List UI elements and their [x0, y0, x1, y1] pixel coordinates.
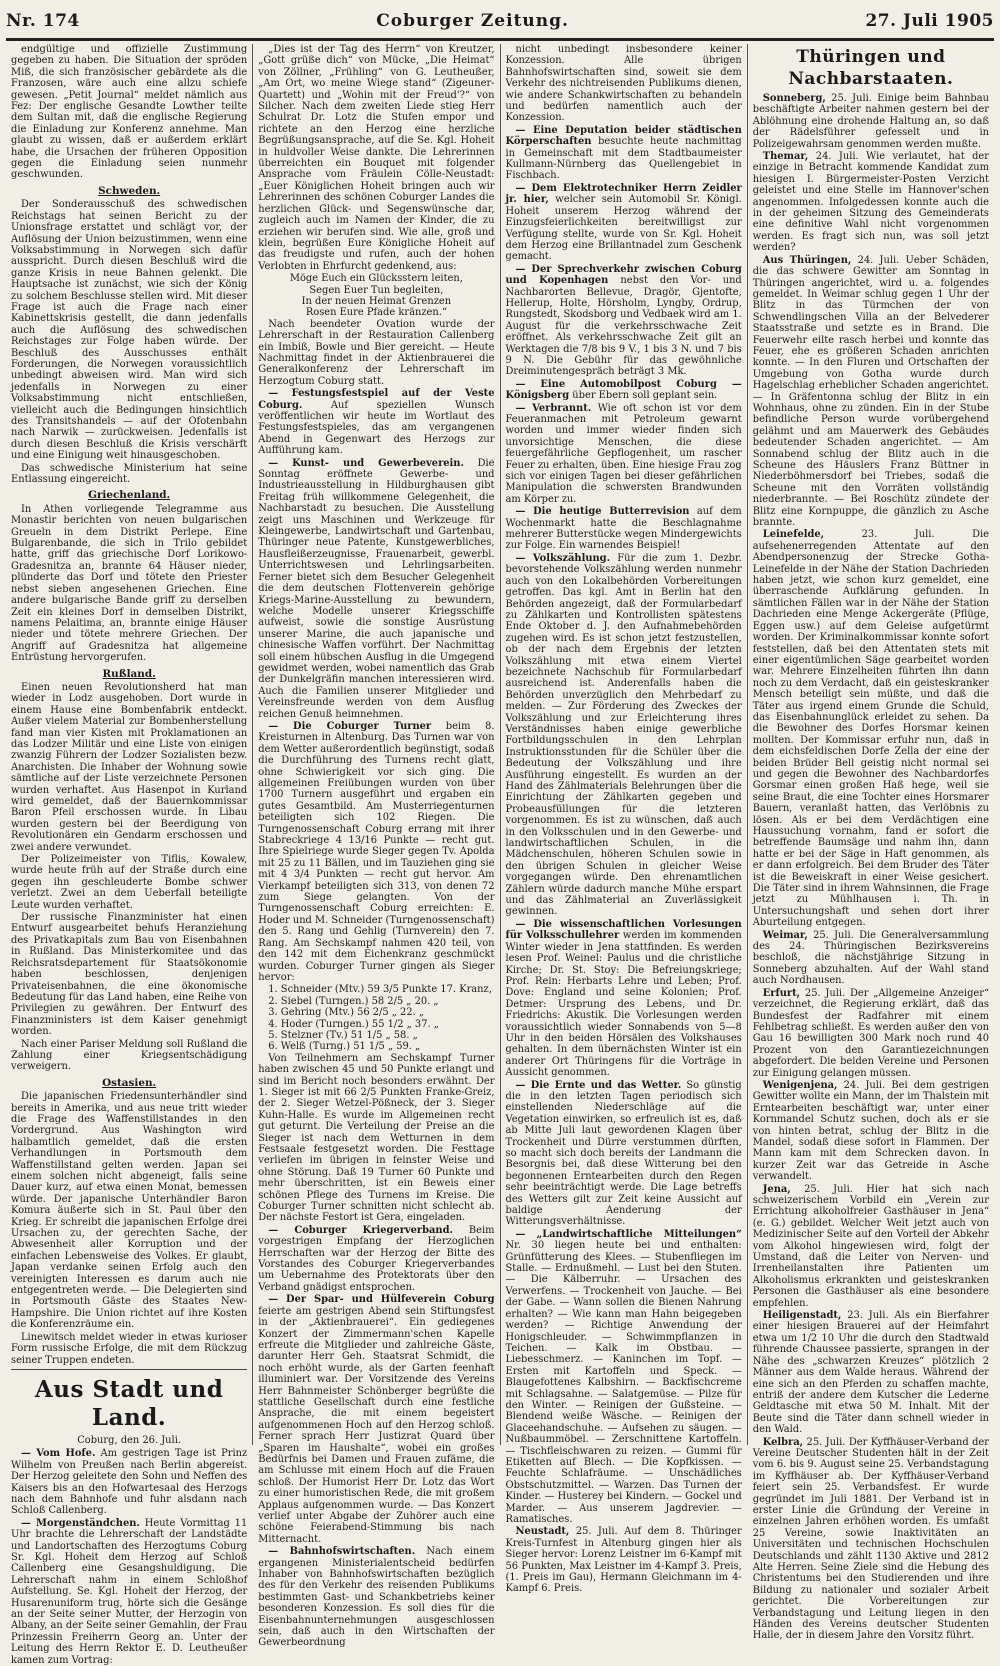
item-heading: — Der Spar- und Hülfeverein Coburg	[268, 1294, 495, 1306]
item-text: 24. Juli. Bei dem gestrigen Gewitter wollte ein Mann, der im Thalstein mit Erntearbeiten beschäftigt war, unter einer Kornmandel Schutz suchen, doch als er sie von hinten betrat, schlug der Blitz in die Mandel, sodaß diese sofort in Flammen. Der Mann kam mit dem Schrecken davon. In kurzer Zeit war das Getreide in Asche verwandelt.	[752, 1079, 989, 1183]
item-text: Wie oft schon ist vor dem Feueranmachen mit Petroleum gewarnt worden und immer wieder finden sich unvorsichtige Menschen, die diese feuergefährliche Gepflogenheit, um rascher Feuer zu erhalten, üben. Eine hiesige Frau zog sich vor einigen Tagen bei dieser gefährlichen Manipulation die schwersten Brandwunden am Körper zu.	[505, 402, 742, 505]
item-heading: — Kunst- und Gewerbeverein.	[268, 457, 464, 469]
item-heading: — Dem Elektrotechniker Herrn Zeidler jr. hier,	[505, 182, 742, 206]
item-text: Beim vorgestrigen Empfang der Herzoglichen Herrschaften war der Herzog der Bitte des Vorstandes des Coburger Kriegerverbandes um Uebernahme des Protektorats über den Verband gnädigst entsprochen.	[258, 1224, 495, 1293]
divider	[11, 1369, 247, 1370]
item-text: 25. Juli. Hier hat sich nach schweizerischem Vorbild ein „Verein zur Errichtung alkoholfreier Gasthäuser in Jena“ (e. G.) gebildet. Welcher Weit jetzt auch von Medizinischer Seite auf den Vorteil der Abkehr vom Alkohol hingewiesen wird, folgt der Umstand, daß die Leiter von Nerven- und Irrenheilanstalten ihre Patienten um Alkoholismus erkrankten und geisteskranken Personen die Gasthäuser als eine besondere empfehlen.	[752, 1183, 990, 1309]
item-text: 23. Juli. Die aufsehenerregenden Attentate auf den Abendpersonenzug der Strecke Gotha-Leinefelde in der Nähe der Station Dachrieden haben jetzt, wie schon kurz gemeldet, eine überraschende Aufklärung gefunden. In sämtlichen Fällen war in der Nähe der Station Dachrieden eine Menge Ackergeräte (Pflüge, Eggen usw.) auf dem Geleise aufgetürmt worden. Der Kriminalkommissar konnte sofort feststellen, daß bei den Attentaten stets mit einer eigentümlichen Säge gearbeitet worden war. Mehrere Einzelheiten führten ihn dann noch zu dem Verdacht, daß ein geisteskranker Mensch beteiligt sein müßte, und daß die Täter aus irgend einem Grunde die Schuld, das Eisenbahnunglück erleidet zu sehen. Da die Bewohner des Dorfes Horsmar keinen mollten. Der Kommissar erfuhr nun, daß in dem eichsfeldischen Dorfe Zella der eine der beiden Brüder Bell geistig nicht normal sei und gegen die Bewohner des Nachbardorfes Gorsmar einen großen Haß hege, weil sie seine Braut, die eine Tochter eines Horsmarer Bauern, veranlaßt hatten, das Verlöbnis zu lösen. Als er bei dem Verdächtigen eine Haussuchung vornahm, fand er sofort die betreffende Baumsäge und nahm ihn, dann hatte er bei der Säge in Haft genommen, als er dann erfolgreich. Bei dem Bruder des Täter ist die Beweiskraft in einer Weise gesichert. Die Täter sind in ihrem Wahnsinnen, die Frage jetzt zu Mühlhausen i. Th. in Untersuchungshaft und sehen dort ihrer Aburteilung entgegen.	[752, 529, 989, 929]
paragraph: Nach einer Pariser Meldung soll Rußland die Zahlung einer Kriegsentschädigung verweigern.	[11, 1038, 248, 1073]
list-item: 4. Hoder (Turngen.) 55 1/2 „ 37. „	[268, 1018, 439, 1030]
paragraph: Die japanischen Friedensunterhändler sind bereits in Amerika, und aus neue tritt wieder die Frage des Waffenstillstandes in den Vordergrund. Aus Washington wird halbamtlich gemeldet, daß die ersten Verhandlungen in Portsmouth dem Waffenstillstand gelten werden. Japan sei einem solchen nicht abgeneigt, falls seine Dauer kurz, auf etwa einen Monat, bemessen würde. Der japanische Unterhändler Baron Komura äußerte sich in St. Paul über den Krieg. Er schreibt die japanischen Erfolge drei Ursachen zu, der gerechten Sache, der Abwesenheit aller Korruption und der einfachen Lebensweise des Volkes. Er glaubt, Japan verdanke seinen Erfolg auch den vereinigten Interessen es darum auch nie entgegentreten werde. — Die Delegierten sind in Portsmouth Gäste des Staates New-Hampshire. Die Union richtet auf ihre Kosten die Konferenzräume ein.	[11, 1091, 248, 1331]
list-item: 5. Stelzner (Tv.) 51 1/5 „ 58. „	[268, 1029, 418, 1041]
item-text: Am gestrigen Tage ist Prinz Wilhelm von Preußen nach Berlin abgereist. Der Herzog geleitete den Sohn und Neffen des Kaisers bis an den Hofwartesaal des Herzogs nach dem Bahnhofe und fuhr alsdann nach Schloß Callenberg.	[11, 1448, 248, 1517]
item-heading: Leinefelde,	[762, 529, 825, 541]
item-text: über Ebern soll geplant sein.	[572, 390, 718, 402]
item-text: nebst den Vor- und Nachbarorten Bellevue, Dragör, Gjentofte, Hellerup, Holte, Hörsholm, Lyngby, Ordrup, Rungstedt, Skodsborg und Vedbaek wird am 1. August für die verkehrsschwache Zeit eröffnet. Als verkehrsschwache Zeit gilt an Werktagen die 7/8 bis 9 V., 1 bis 3 N. und 7 bis 9 N. Die Gebühr für das gewöhnliche Dreiminutengespräch beträgt 3 Mk.	[505, 275, 742, 378]
paragraph: Von Teilnehmern am Sechskampf Turner haben zwischen 45 und 50 Punkte erlangt und sind im Bericht noch besonders erwähnt. Der 1. Sieger ist mit 66 2/5 Punkten Franke-Greiz, der 2. Sieger Wetzel-Pößneck, der 3. Sieger Kuhn-Halle. Es wurde im Allgemeinen recht gut geturnt. Die Verteilung der Preise an die Sieger ist nach dem Wetturnen in dem Festsaale festgesetzt worden. Die Festtage verliefen im übrigen in feinster Weise und ohne Störung. Daß 19 Turner 60 Punkte und mehr überschritten, ist ein Beweis einer schönen Pflege des Turnens im Kreise. Die Coburger Turner schnitten nicht schlecht ab. Der nächste Festort ist Gera, eingeladen.	[258, 1052, 495, 1224]
masthead-rule	[6, 40, 994, 41]
item-text: 25. Juli. Der „Allgemeine Anzeiger“ verzeichnet, die Regierung erklärt, daß das Bundesfest der Radfahrer mit einem Fehlbetrag schließt. Es werden außer den von Gau 16 bewilligten 300 Mark noch rund 40 Prozent von den Garantiezeichnungen abgefordert. Die beiden Vereine und Personen zur Einigung gelangen müssen.	[752, 987, 990, 1079]
columns	[6, 44, 994, 1666]
column-2	[253, 44, 500, 1649]
dateline: Coburg, den 26. Juli.	[77, 1434, 182, 1446]
item-heading: Heiligenstadt,	[762, 1310, 842, 1322]
item-heading: — Morgenständchen.	[21, 1517, 140, 1529]
issue-number: Nr. 174	[6, 11, 80, 31]
item-text: Auf speziellen Wunsch veröffentlichen wir heute im Wortlaut des Festungsfestspieles, das am vergangenen Abend in Gegenwart des Herzogs zur Aufführung kam.	[258, 399, 495, 457]
paragraph: Einen neuen Revolutionsherd hat man wieder in Lodz ausgehoben. Dort wurde in einem Hause eine Bombenfabrik entdeckt. Außer vielem Material zur Bombenherstellung fand man vier Kisten mit Proklamationen an das Lodzer Militär und eine Liste von einigen zwanzig Führern der Lodzer Sozialisten bezw. Anarchisten. Die Inhaber der Wohnung sowie sämtliche auf der Liste verzeichnete Personen wurden verhaftet. Aus Hasenpot in Kurland wird gemeldet, daß der Bauernkommissar Baron Pfeil erschossen wurde. In Libau wurden gestern bei der Beerdigung von Revolutionären ein Gendarm erschossen und zwei andere verwundet.	[11, 681, 248, 853]
item-text: Für die zum 1. Dezbr. bevorstehende Volkszählung werden nunmehr auch von den Lokalbehörden Vorbereitungen getroffen. Das kgl. Amt in Berlin hat den Behörden angezeigt, daß der Formularbedarf zu Zählkarten und Kontrollisten spätestens Ende Oktober d. J. den Aufnahmebehörden zugehen wird. Es ist schon jetzt festzustellen, ob der nach dem Ergebnis der letzten Volkszählung mit etwa einem Viertel bezeichnete Nachschub für Formularbedarf ausreichend ist. Anderenfalls haben die Behörden unverzüglich den Mehrbedarf zu melden. — Zur Förderung des Zweckes der Volkszählung und zur Erleichterung ihres Verständnisses haben einige gewerbliche Fortbildungsschulen in den Lehrplan Instruktionsstunden für die Schüler über die Bedeutung der Volkszählung und ihre Ausführung eingestellt. Es wurden an der Hand des Zählmaterials Belehrungen über die Einrichtung der Zählkarten gegeben und Probeausfüllungen für die letzteren vorgenommen. Es ist zu wünschen, daß auch in den Volksschulen und in den Gewerbe- und landwirtschaftlichen Schulen, in die Mädchenschulen, höheren Schulen sowie in den übrigen Schulen in gleicher Weise vorgegangen würde. Den ehrenamtlichen Zählern würde dadurch manche Mühe erspart und das Zählmaterial an Zuverlässigkeit gewinnen.	[505, 552, 742, 918]
item-text: auf dem Wochenmarkt hatte die Beschlagnahme mehrerer Butterstücke wegen Mindergewichts zur Folge. Ein warnendes Beispiel!	[505, 506, 742, 552]
item-heading: Kelbra,	[762, 1436, 804, 1448]
item-text: feierte am gestrigen Abend sein Stiftungsfest in der „Aktienbrauerei“. Ein gediegenes Konzert der Zimmermann'schen Kapelle erfreute die Mitglieder und zahlreiche Gäste, darunter Herr Geh. Staatsrat Schmidt, die noch erhöht wurde, als der Garten feenhaft illuminiert war. Der Vorsitzende des Vereins Herr Bahnmeister Schönberger begrüßte die stattliche Gesellschaft durch eine festliche Ansprache, die mit einem begeistert aufgenommenen Hoch auf den Herzog schloß. Ferner sprach Herr Justizrat Quard über „Sparen im Haushalte“, wobei ein großes Bedürfnis bei Damen und Frauen zufäme, die am Schlusse mit einem Hoch auf die Frauen schloß. Der Humorist Herr Dr. Lotz das Wort zu einer humoristischen Rede, die mit großem Applaus aufgenommen wurde. — Das Konzert verlief unter Abgabe der Zuhörer auch eine schöne Feierabend-Stimmung bis nach Mitternacht.	[258, 1305, 495, 1545]
paragraph: Linewitsch meldet wieder in etwas kurioser Form russische Erfolge, die mit dem Rückzug seiner Truppen endeten.	[11, 1331, 248, 1366]
item-heading: Wenigenjena,	[762, 1079, 838, 1091]
item-text: werden im kommenden Winter wieder in Jena stattfinden. Es werden lesen Prof. Weinel: Paulus und die christliche Kirche; Dr. St. Stoy: Die Befreiungskriege; Prof. Rein: Herbarts Lehre und Leben; Prof. Dove: England und seine Kolonien; Prof. Detmer: Ursprung des Lebens, und Dr. Friedrichs: Akustik. Die Vorlesungen werden voraussichtlich wieder Sonnabends von 5—8 Uhr in den beiden Hörsälen des Volkshauses gehalten. In dem übernächsten Winter ist ein anderer Ort Thüringens für die Vorträge in Aussicht genommen.	[505, 930, 742, 1079]
section-heading-thueringen: Thüringen und Nachbarstaaten.	[788, 47, 954, 89]
newspaper-title: Coburger Zeitung.	[376, 11, 569, 31]
results-list	[268, 984, 494, 1052]
paragraph: nicht unbedingt insbesondere keiner Konzession. Alle übrigen Bahnhofswirtschaften sind, soweit sie dem Verkehr des nichtreisenden Publikums dienen, wie andere Schankwirtschaften zu behandeln und bedürfen namentlich auch der Konzession.	[505, 44, 742, 124]
section-heading-schweden: Schweden.	[98, 184, 161, 197]
paragraph: Nach beendeter Ovation wurde der Lehrerschaft in der Restauration Callenberg ein Imbiß, Bowle und Bier gereicht. — Heute Nachmittag findet in der Aktienbrauerei die Generalkonferenz der Lehrerschaft im Herzogtum Coburg statt.	[258, 318, 495, 387]
list-item: 6. Welß (Turng.) 51 1/5 „ 59. „	[268, 1041, 421, 1053]
section-heading-griechenland: Griechenland.	[88, 489, 171, 502]
item-heading: — Eine Automobilpost Coburg — Königsberg	[505, 378, 742, 402]
item-heading: Erfurt,	[762, 987, 801, 999]
paragraph: Der russische Finanzminister hat einen Entwurf ausgearbeitet behufs Heranziehung des Privatkapitals zum Bau von Eisenbahnen in Rußland. Das Ministerkomitee und das Reichsratsdepartement für Staatsökonomie haben beschlossen, denjenigen Privateisenbahnen, die eine ökonomische Bedeutung für das Land haben, eine Reihe von Privilegien zu gewähren. Der Entwurf des Finanzministers ist dem Kaiser genehmigt worden.	[11, 912, 248, 1038]
item-heading: — „Landwirtschaftliche Mitteilungen“	[515, 1228, 742, 1240]
item-text: 25. Juli. Auf dem 8. Thüringer Kreis-Turnfest in Altenburg gingen hier als Sieger hervor: Lorenz Leistner im 6-Kampf mit 56 Punkten, Max Leistner im 4-Kampf 3. Preis, (1. Preis im Gau), Hermann Gleichmann im 4-Kampf 6. Preis.	[505, 1526, 742, 1595]
item-heading: — Verbrannt.	[515, 402, 592, 414]
paragraph: In Athen vorliegende Telegramme aus Monastir berichten von neuen bulgarischen Greueln in dem Distrikt Perlepe. Eine Bulgarenbande, die sich in Trilo gebildet hatte, griff das griechische Dorf Lorikowo-Gradesnitza an, brannte 64 Häuser nieder, plünderte das Dorf und tötete den Priester nebst sieben angesehenen Griechen. Eine andere bulgarische Bande griff zu derselben Zeit ein kleines Dorf in demselben Distrikt, namens Pelaitima, an, brannte einige Häuser nieder und tötete mehrere Griechen. Der Angriff auf Gradesnitza hat allgemeine Entrüstung hervorgerufen.	[11, 503, 248, 664]
item-heading: — Vom Hofe.	[21, 1448, 96, 1460]
item-text: So günstig die in den letzten Tagen periodisch sich einstellenden Niederschläge auf die Vegetation einwirken, so erfreulich ist es, daß ab Mitte Juli laut gewordenen Klagen über Trockenheit und Dürre verstummen dürften, so macht sich doch bereits der Landmann die Besorgnis bei, daß diese Witterung bei den begonnenen Erntearbeiten durch den Regen sehr beeinträchtigt werde. Die Lage betreffs des Wetters gilt zur Zeit keine Aussicht auf baldige Aenderung der Witterungsverhältnisse.	[505, 1079, 742, 1228]
item-heading: Weimar,	[762, 929, 808, 941]
paragraph: Der Sonderausschuß des schwedischen Reichstags hat seinen Bericht zu der Unionsfrage erstattet und schlägt vor, der Auflösung der Union beizustimmen, wenn eine Volksabstimmung in Norwegen sich dafür ausspricht. Durch diesen Beschluß wird die ganze Krisis in neue Bahnen gelenkt. Die Hauptsache ist zunächst, wie sich der König zu solchem Beschlusse stellen wird. Mit dieser Frage ist auch die Frage nach einer Kabinettskrisis gestellt, die dann jedenfalls auch die Auflösung des schwedischen Reichstages zur Folge haben würde. Der Beschluß des Ausschusses enthält Forderungen, die Norwegen voraussichtlich unbedingt abweisen wird. Man wird sich jedenfalls in Norwegen zu einer Volksabstimmung nicht entschließen, vielleicht auch die Bedingungen hinsichtlich des Transitshandels — auf der Ofotenbahn nach Narwik — zurückweisen. Jedenfalls ist durch diesen Beschluß die Krisis verschärft und eine Einigung weit hinausgeschoben.	[11, 199, 248, 462]
item-text: Die Sonntag eröffnete Gewerbe- und Industrieausstellung in Hildburghausen gibt Freitag früh willkommene Gelegenheit, die Nachbarstadt zu besuchen. Die Ausstellung zeigt uns Maschinen und Werkzeuge für Kleingewerbe, Landwirtschaft und Gartenbau, Thüringer neue Patente, Kunstgewerbliches, Hausfleißerzeugnisse, Frauenarbeit, gewerbl. Unterrichtswesen und Lehrlingsarbeiten. Ferner bietet sich dem Besucher Gelegenheit die dem deutschen Flottenverein gehörige Kriegs-Marine-Ausstellung zu bewundern, welche Modelle unserer Kriegsschiffe aufweist, sowie die sonstige Ausrüstung unserer Marine, die auch japanische und chinesische Waffen vorführt. Der Nachmittag soll einem hübschen Ausflug in die Umgegend gewidmet werden, wobei namentlich das Grab der Dunkelgräfin manchen interessieren wird. Auch die Familien unserer Mitglieder und Vereinsfreunde werden von dem Ausflug reichen Genuß heimnehmen.	[258, 457, 495, 720]
item-heading: — Die Coburger Turner	[268, 720, 432, 732]
paragraph: endgültige und offizielle Zustimmung gegeben zu haben. Die Situation der spröden Miß, die sich französischer gebärdete als die Franzosen, wäre auch eine allzu schiefe gewesen. „Petit Journal“ meldet nämlich aus Fez: Der englische Gesandte Lowther teilte dem Sultan mit, daß die englische Regierung die Einladung zur Konferenz annehme. Man glaubt zu wissen, daß er außerdem erklärt habe, die Ursachen der früheren Opposition gegen die Einladung seien nunmehr geschwunden.	[11, 44, 248, 181]
item-heading: — Bahnhofswirtschaften.	[268, 1546, 416, 1558]
item-text: welcher sein Automobil Sr. Königl. Hoheit unserem Herzog während der Einzugsfeierlichkeiten bereitwilligst zur Verfügung stellte, wurde von Sr. Kgl. Hoheit dem Herzog eine Brillantnadel zum Geschenk gemacht.	[505, 194, 742, 263]
item-heading: — Volkszählung.	[515, 552, 611, 564]
item-heading: — Eine Deputation beider städtischen Körperschaften	[505, 124, 742, 148]
paragraph: Das schwedische Ministerium hat seine Entlassung eingereicht.	[11, 462, 248, 486]
paragraph: Der Polizeimeister von Tiflis, Kowalew, wurde heute früh auf der Straße durch eine gegen ihn geschleuderte Bombe schwer verletzt. Zwei an dem Ueberfall beteiligte Leute wurden verhaftet.	[11, 854, 248, 911]
item-text: 24. Juli. Ueber Schäden, die das schwere Gewitter am Sonntag in Thüringen angerichtet, wird u. a. folgendes gemeldet. In Weimar schlug gegen 1 Uhr der Blitz in das Türmchen der von Schwendlingschen Villa an der Belvederer Staatsstraße und setzte es in Brand. Die Feuerwehr eilte rasch herbei und konnte das Feuer, ehe es größeren Schaden anrichten konnte. — In den Fluren und Ortschaften der Umgebung von Gotha wurde durch Hagelschlag erheblicher Schaden angerichtet. — In Gräfentonna schlug der Blitz in ein Wohnhaus, ohne zu zünden. Ein in der Stube befindliche Person wurde vorübergehend gelähmt und am Mauerwerk des Gebäudes bedeutender Schaden angerichtet. — Am Sonnabend schlug der Blitz auch in die Scheune des Häuslers Franz Büttner in Niederböhmersdorf bei Triebes, sodaß die Scheune mit den Vorräten vollständig niederbrannte. — Bei Roschütz zündete der Blitz eine Kornpuppe, die gänzlich zu Asche brannte.	[752, 254, 989, 529]
verse-line: In der neuen Heimat Grenzen	[301, 295, 452, 307]
list-item: 3. Gehring (Mtv.) 56 2/5 „ 22. „	[268, 1007, 425, 1019]
item-heading: — Der Sprechverkehr zwischen Coburg und Kopenhagen	[505, 263, 742, 287]
item-heading: — Die heutige Butterrevision	[515, 506, 690, 518]
list-item: 1. Schneider (Mtv.) 59 3/5 Punkte 17. Kranz,	[268, 984, 492, 996]
item-text: 25. Juli. Die Generalversammlung des 24. Thüringischen Bezirksvereins beschloß, die nächstjährige Sitzung in Sonneberg abzuhalten. Auf der Wahl stand auch Nordhausen.	[752, 929, 990, 987]
column-3	[501, 44, 748, 1595]
item-text: beim 8. Kreisturnen in Altenburg. Das Turnen war von dem Wetter außerordentlich begünstigt, sodaß die Durchführung des Turnens recht glatt, ohne Schwierigkeit vor sich ging. Die allgemeinen Freiübungen wurden von über 1700 Turnern ausgeführt und ergaben ein gutes Gesamtbild. Am Musterriegenturnen beteiligten sich 102 Riegen. Die Turngenossenschaft Coburg errang mit ihrer Stabreckriege 4 13/16 Punkte — recht gut. Ihre Spielriege wurde Sieger gegen Tv. Apolda mit 25 zu 11 Bällen, und im Tauziehen ging sie mit 4 3/4 Punkten — recht gut hervor. Am Vierkampf beteiligten sich 313, von denen 72 zum Siege gelangten. Von der Turngenossenschaft Coburg erreichten: E. Hoder und M. Schneider (Turngenossenschaft) den 5. Rang und Gehlig (Turnverein) den 7. Rang. Am Sechskampf nahmen 420 teil, von den 142 mit dem Eichenkranz geschmückt wurden. Coburger Turner gingen als Sieger hervor:	[258, 720, 495, 983]
item-heading: Sonneberg,	[762, 93, 826, 104]
verse-line: Möge Euch ein Glücksstern leiten,	[289, 273, 463, 285]
column-4	[748, 44, 994, 1642]
item-text: 24. Juli. Wie verlautet, hat der einzige in Betracht kommende Kandidat zum hiesigen I. Bürgermeister-Posten Verzicht geleistet und eine Stelle im Hannover'schen angenommen. Infolgedessen konnte auch die in der geheimen Sitzung des Gemeinderats eine definitive Wahl nicht vorgenommen werden. Es fragt sich nun, was soll jetzt werden?	[752, 151, 989, 254]
list-item: 2. Siebel (Turngen.) 58 2/5 „ 20. „	[268, 995, 439, 1007]
item-heading: Aus Thüringen,	[762, 254, 852, 266]
paragraph: „Dies ist der Tag des Herrn“ von Kreutzer, „Gott grüße dich“ von Mücke, „Die Heimat“ von Zöllner, „Frühling“ von G. Leutheußer, „Am Ort, wo meine Wiege stand“ (Zigeuner-Quartett) und „Wohin mit der Freud'?“ von Silcher. Nach dem zweiten Liede stieg Herr Schulrat Dr. Lotz die Stufen empor und richtete an den Herzog eine herzliche Begrüßungsansprache, auf die Se. Kgl. Hoheit in huldvoller Weise dankte. Die Lehrerinnen überreichten ein Bouquet mit folgender Ansprache vom Fräulein Cölle-Neustadt: „Euer Königlichen Hoheit bringen auch wir Lehrerinnen des schönen Coburger Landes die herzlichen Glück- und Segenswünsche dar, zugleich auch im Namen der Kinder, die zu erziehen wir berufen sind. Wie alle, groß und klein, begrüßen Eure Königliche Hoheit auf das freudigste und rufen, auch der hohen Verlobten in Ehrfurcht gedenkend, aus:	[258, 44, 495, 272]
item-heading: — Festungsfestspiel auf der Veste Coburg.	[258, 388, 495, 411]
item-text: 25. Juli. Einige beim Bahnbau beschäftigte Arbeiter nahmen gestern bei der Ablöhnung eine drohende Haltung an, so daß der Rädelsführer gefesselt und in Polizeigewahrsam genommen werden mußte.	[752, 93, 989, 150]
masthead	[6, 4, 994, 40]
section-heading-stadt-und-land: Aus Stadt und Land.	[34, 1375, 224, 1431]
verse-line: Rosen Eure Pfade kränzen.“	[305, 307, 447, 319]
verse-line: Segen Euer Tun begleiten,	[309, 284, 444, 296]
issue-date: 27. Juli 1905	[865, 11, 994, 31]
item-text: Heute Vormittag 11 Uhr brachte die Lehrerschaft der Landstädte und Landortschaften des Herzogtums Coburg Sr. Kgl. Hoheit dem Herzog auf Schloß Callenberg eine Gesangshuldigung. Die Lehrerschaft nahm in einem Schloßhof Aufstellung. Se. Kgl. Hoheit der Herzog, der Husarenuniform trug, hörte sich die Gesänge an der Seite seiner Mutter, der Herzogin von Albany, an der Seite seiner Gemahlin, der Frau Prinzessin Freiherrn Georg an. Unter der Leitung des Herrn Rektor E. D. Leutheußer kamen zum Vortrag:	[11, 1517, 248, 1666]
section-heading-ostasien: Ostasien.	[102, 1076, 157, 1089]
item-text: Nr. 30 liegen heute bei und enthalten: Grünfütterung des Klees. — Stubenfliegen im Stalle. — Erdnußmehl. — Lust bei den Stuten. — Die Kälberruhr. — Ursachen des Verwerfens. — Trockenheit von Jauche. — Bei der Gabe. — Wann sollen die Bienen Nahrung erhalten? — Wie kann man Hahn beigegeben werden? — Richtige Anwendung der Honigschleuder. — Schwimmpflanzen in Teichen. — Kalk im Obstbau. — Liebesschmerz. — Kaninchen im Topf. — Ersten mit Kartoffeln und Speck. — Blaugefottenes Kalbshirn. — Backfischcreme mit Schlagsahne. — Salatgemüse. — Pilze für den Winter. — Reinigen der Gußsteine. — Blendend weiße Wäsche. — Reinigen der Glaceehandschuhe. — Aufsehen zu säugen. — Nußbaummöbel. — Zerschnittene Kartoffeln. — Tischfleischwaren zu reizen. — Gummi für Etiketten auf Blech. — Die Kopfkissen. — Feuchte Schlafräume. — Unschädliches Obstschutzmittel. — Warzen. Das Turnen der Kinder. — Husterey bei Kindern. — Gockel und Marder. — Aus unserem Jagdrevier. — Ramatisches.	[505, 1240, 742, 1525]
item-text: Nach einem ergangenen Ministerialentscheid bedürfen Inhaber von Bahnhofswirtschaften bezüglich des für den Verkehr des reisenden Publikums bestimmten Gast- und Schankbetriebs keiner besonderen Konzession. Es soll dies für die Eisenbahnunternehmungen ausgeschlossen sein, daß auch in den Wirtschaften der Gewerbeordnung	[258, 1546, 495, 1649]
item-heading: — Coburger Kriegerverband.	[268, 1224, 453, 1236]
item-heading: Neustadt,	[515, 1526, 570, 1538]
item-text: 23. Juli. Als ein Bierfahrer einer hiesigen Brauerei auf der Heimfahrt etwa um 1/2 10 Uhr die durch den Stadtwald führende Chaussee passierte, sprangen in der Nähe des „schwarzen Kreuzes“ plötzlich 2 Männer aus dem Walde heraus. Während der eine sich an den Pferden zu schaffen machte, entriß der andere dem Kutscher die Lederne Geldtasche mit etwa 50 M. Inhalt. Mit der Beute sind die Täter dann schnell wieder in den Wald.	[752, 1310, 989, 1436]
item-text: 25. Juli. Der Kyffhäuser-Verband der Vereine Deutscher Studenten hält in der Zeit vom 6. bis 9. August seine 25. Verbandstagung im Kyffhäuser ab. Der Kyffhäuser-Verband feiert sein 25. Verbandsfest. Er wurde gegründet im Juli 1881. Der Verband ist in erster Linie die Gründung der Vereine in einzelnen Jahren erhöhen worden. Es umfaßt 25 Vereine, sowie Inaktivitäten an Universitäten und technischen Hochschulen Deutschlands und zählt 1130 Aktive und 2812 Alte Herren. Seine Ziele sind die Hebung des Christentums bei den Studierenden und ihre Bildung zu nationaler und sozialer Arbeit gerichtet. Die Vorbereitungen zur Verbandstagung und Leitung liegen in den Händen des Vereins deutscher Studenten Halle, der in diesem Jahre den Vorsitz führt.	[752, 1436, 989, 1642]
section-heading-russland: Rußland.	[102, 667, 156, 680]
item-heading: Jena,	[762, 1183, 791, 1195]
item-text: besuchte heute nachmittag in Gemeinschaft mit dem Stadtbaumeister Kullmann-Nürnberg das Quellengebiet in Fischbach.	[505, 136, 742, 182]
item-heading: Themar,	[762, 151, 809, 163]
column-1	[6, 44, 253, 1666]
item-heading: — Die wissenschaftlichen Vorlesungen für Volksschullehrer	[505, 918, 742, 942]
item-heading: — Die Ernte und das Wetter.	[515, 1079, 682, 1091]
